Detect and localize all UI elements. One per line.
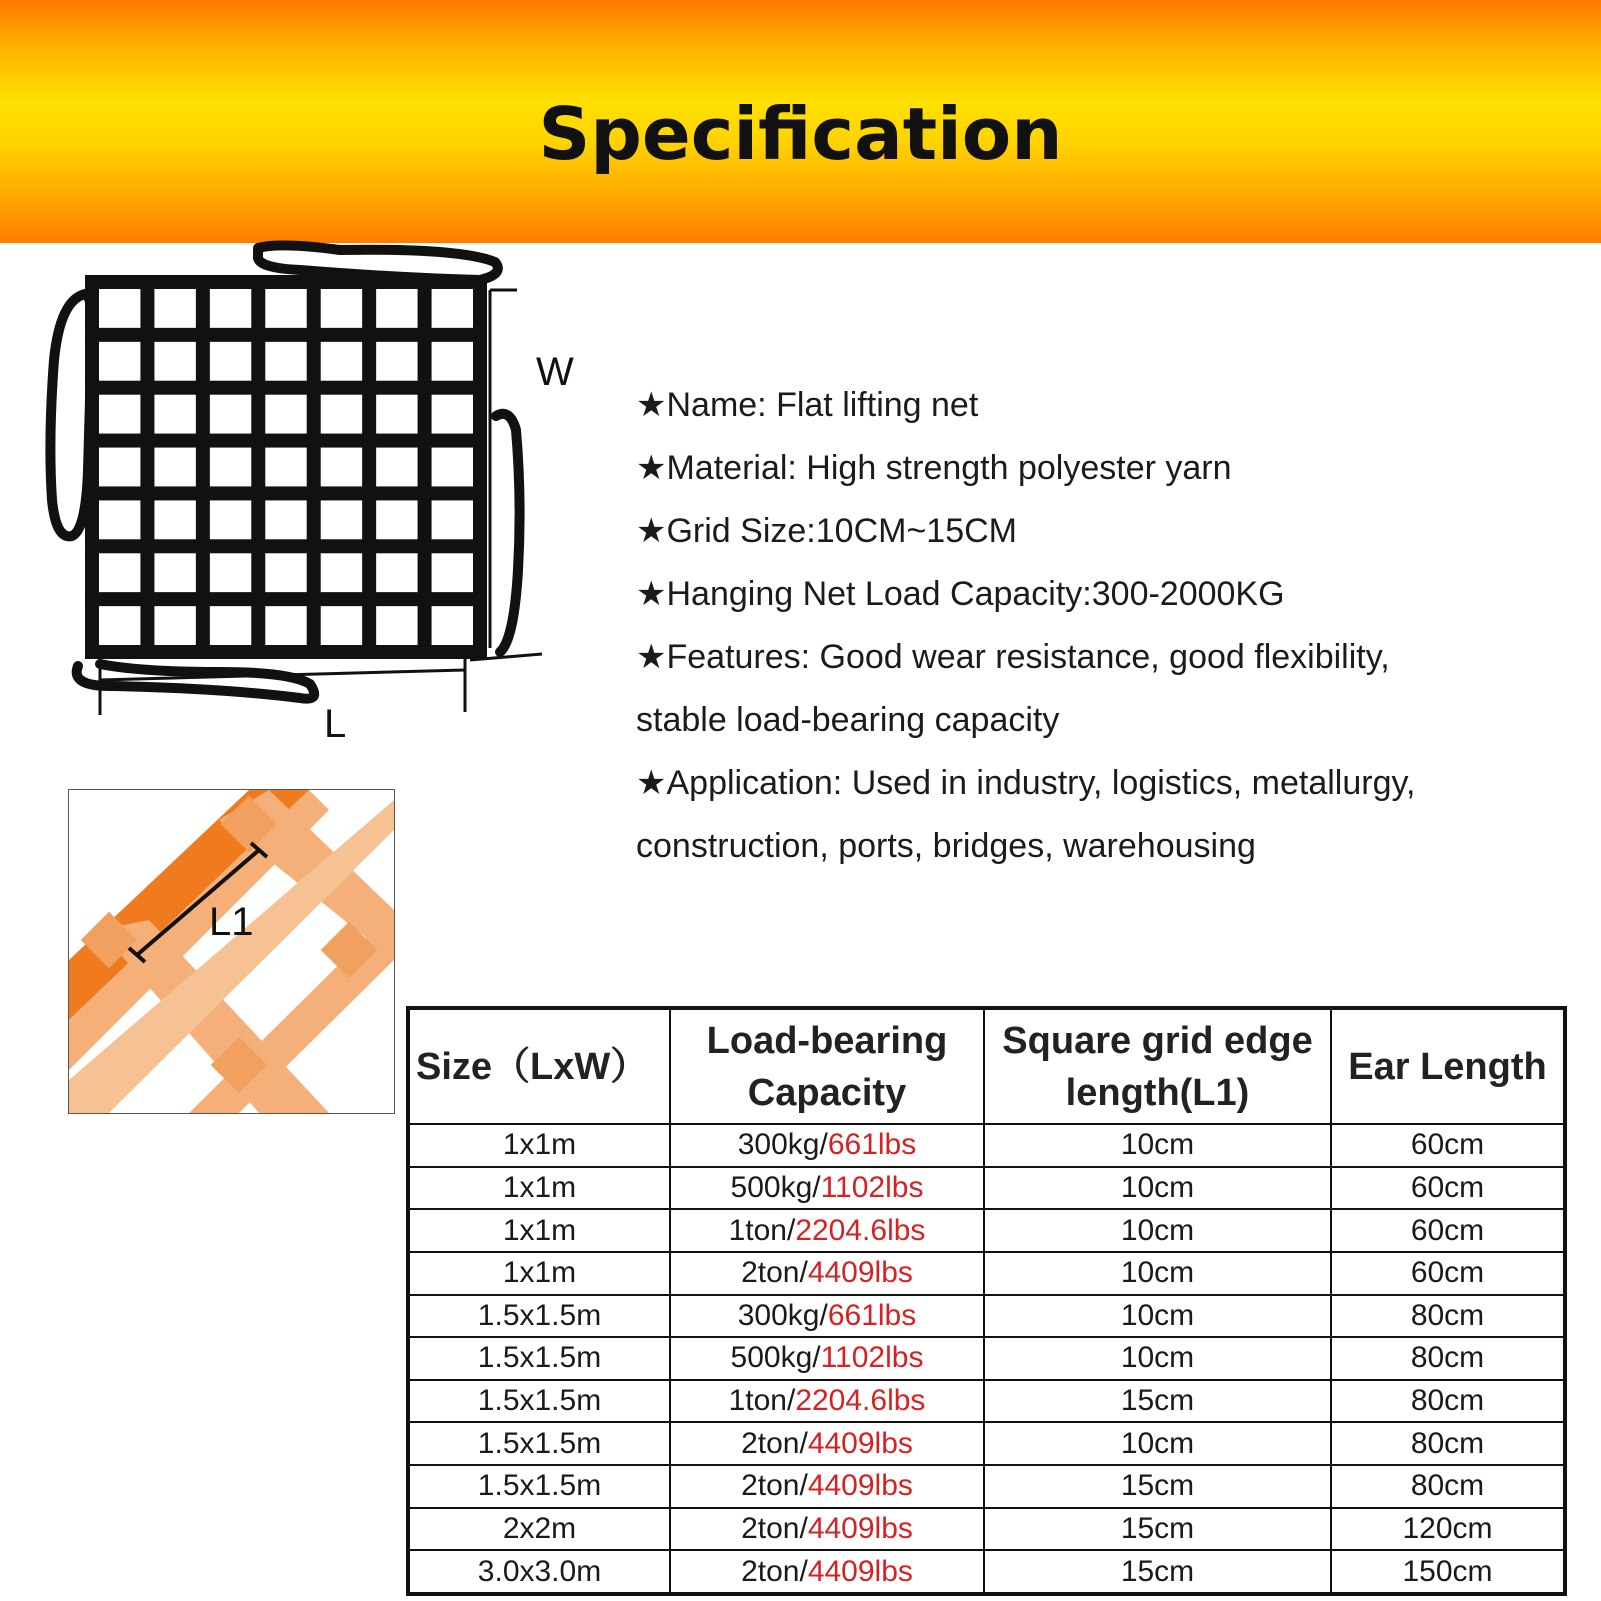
capacity-imperial: 1102lbs — [820, 1170, 924, 1204]
table-row — [408, 1465, 1565, 1508]
table-row — [408, 1167, 1565, 1210]
spec-item: ★Hanging Net Load Capacity:300-2000KG — [636, 575, 1285, 613]
table-row — [408, 1337, 1565, 1380]
capacity-metric: 300kg/ — [737, 1298, 828, 1332]
cell-size: 1.5x1.5m — [408, 1337, 670, 1380]
spec-item: construction, ports, bridges, warehousing — [636, 827, 1256, 865]
grid-detail-image — [68, 789, 395, 1114]
capacity-metric: 2ton/ — [741, 1469, 808, 1503]
spec-item: ★Material: High strength polyester yarn — [636, 449, 1232, 487]
width-label: W — [536, 350, 574, 394]
cell-size: 3.0x3.0m — [408, 1550, 670, 1594]
cell-ear-length: 60cm — [1331, 1252, 1565, 1295]
cell-capacity — [670, 1167, 984, 1210]
cell-grid-edge: 15cm — [984, 1380, 1331, 1423]
column-header-capacity: Load-bearing Capacity — [670, 1008, 984, 1124]
cell-ear-length: 80cm — [1331, 1465, 1565, 1508]
spec-item: stable load-bearing capacity — [636, 701, 1060, 739]
cell-grid-edge: 10cm — [984, 1209, 1331, 1252]
cell-capacity — [670, 1550, 984, 1594]
cell-grid-edge: 15cm — [984, 1465, 1331, 1508]
cell-size: 2x2m — [408, 1508, 670, 1551]
cell-ear-length: 80cm — [1331, 1295, 1565, 1338]
cell-grid-edge: 10cm — [984, 1295, 1331, 1338]
grid-edge-label: L1 — [209, 900, 254, 944]
spec-item: ★Name: Flat lifting net — [636, 386, 979, 424]
spec-item: ★Grid Size:10CM~15CM — [636, 512, 1017, 550]
spec-item: ★Application: Used in industry, logistics, metallurgy, — [636, 764, 1416, 802]
capacity-imperial: 661lbs — [827, 1128, 917, 1162]
table-row — [408, 1209, 1565, 1252]
cell-grid-edge: 15cm — [984, 1550, 1331, 1594]
capacity-metric: 2ton/ — [741, 1426, 808, 1460]
cell-grid-edge: 10cm — [984, 1124, 1331, 1167]
capacity-metric: 500kg/ — [730, 1341, 821, 1375]
cell-size: 1x1m — [408, 1252, 670, 1295]
cell-grid-edge: 15cm — [984, 1508, 1331, 1551]
cell-size: 1x1m — [408, 1124, 670, 1167]
table-row — [408, 1550, 1565, 1594]
header-banner — [0, 0, 1601, 243]
table-row — [408, 1295, 1565, 1338]
capacity-metric: 300kg/ — [737, 1128, 828, 1162]
cell-ear-length: 60cm — [1331, 1124, 1565, 1167]
cell-ear-length: 60cm — [1331, 1209, 1565, 1252]
spec-table — [406, 1006, 1567, 1596]
table-header-row — [408, 1008, 1565, 1124]
cell-capacity — [670, 1508, 984, 1551]
net-mesh — [85, 275, 487, 659]
capacity-imperial: 4409lbs — [807, 1554, 913, 1588]
cell-capacity — [670, 1337, 984, 1380]
capacity-imperial: 2204.6lbs — [795, 1384, 926, 1418]
cell-capacity — [670, 1295, 984, 1338]
table-body — [408, 1124, 1565, 1594]
capacity-metric: 500kg/ — [730, 1170, 821, 1204]
cell-grid-edge: 10cm — [984, 1337, 1331, 1380]
cell-size: 1.5x1.5m — [408, 1465, 670, 1508]
spec-item: ★Features: Good wear resistance, good flexibility, — [636, 638, 1390, 676]
table-row — [408, 1380, 1565, 1423]
cell-ear-length: 120cm — [1331, 1508, 1565, 1551]
cell-size: 1.5x1.5m — [408, 1295, 670, 1338]
cell-capacity — [670, 1252, 984, 1295]
table-row — [408, 1422, 1565, 1465]
spec-list — [636, 374, 1566, 878]
cell-size: 1.5x1.5m — [408, 1380, 670, 1423]
capacity-imperial: 1102lbs — [820, 1341, 924, 1375]
capacity-imperial: 2204.6lbs — [795, 1213, 926, 1247]
table-row — [408, 1124, 1565, 1167]
capacity-imperial: 4409lbs — [807, 1511, 913, 1545]
capacity-metric: 2ton/ — [741, 1511, 808, 1545]
capacity-metric: 1ton/ — [728, 1384, 796, 1418]
capacity-imperial: 4409lbs — [807, 1469, 913, 1503]
cell-ear-length: 60cm — [1331, 1167, 1565, 1210]
column-header-size: Size（LxW） — [408, 1008, 670, 1124]
cell-ear-length: 80cm — [1331, 1422, 1565, 1465]
cell-grid-edge: 10cm — [984, 1252, 1331, 1295]
cell-capacity — [670, 1465, 984, 1508]
cell-ear-length: 80cm — [1331, 1337, 1565, 1380]
cell-size: 1.5x1.5m — [408, 1422, 670, 1465]
cell-size: 1x1m — [408, 1167, 670, 1210]
capacity-metric: 1ton/ — [728, 1213, 796, 1247]
cell-grid-edge: 10cm — [984, 1422, 1331, 1465]
length-label: L — [324, 702, 347, 746]
cell-capacity — [670, 1209, 984, 1252]
cell-ear-length: 80cm — [1331, 1380, 1565, 1423]
capacity-imperial: 4409lbs — [807, 1426, 913, 1460]
cell-grid-edge: 10cm — [984, 1167, 1331, 1210]
capacity-metric: 2ton/ — [741, 1554, 808, 1588]
capacity-imperial: 661lbs — [827, 1298, 917, 1332]
cell-capacity — [670, 1124, 984, 1167]
orange-straps — [69, 790, 394, 1113]
capacity-metric: 2ton/ — [741, 1256, 808, 1290]
lifting-loops — [50, 245, 519, 698]
table-row — [408, 1508, 1565, 1551]
net-diagram — [40, 240, 580, 760]
table-row — [408, 1252, 1565, 1295]
cell-ear-length: 150cm — [1331, 1550, 1565, 1594]
cell-capacity — [670, 1422, 984, 1465]
capacity-imperial: 4409lbs — [807, 1256, 913, 1290]
column-header-ear-length: Ear Length — [1331, 1008, 1565, 1124]
cell-size: 1x1m — [408, 1209, 670, 1252]
cell-capacity — [670, 1380, 984, 1423]
page-title: Specification — [538, 92, 1063, 176]
column-header-grid-edge: Square grid edge length(L1) — [984, 1008, 1331, 1124]
